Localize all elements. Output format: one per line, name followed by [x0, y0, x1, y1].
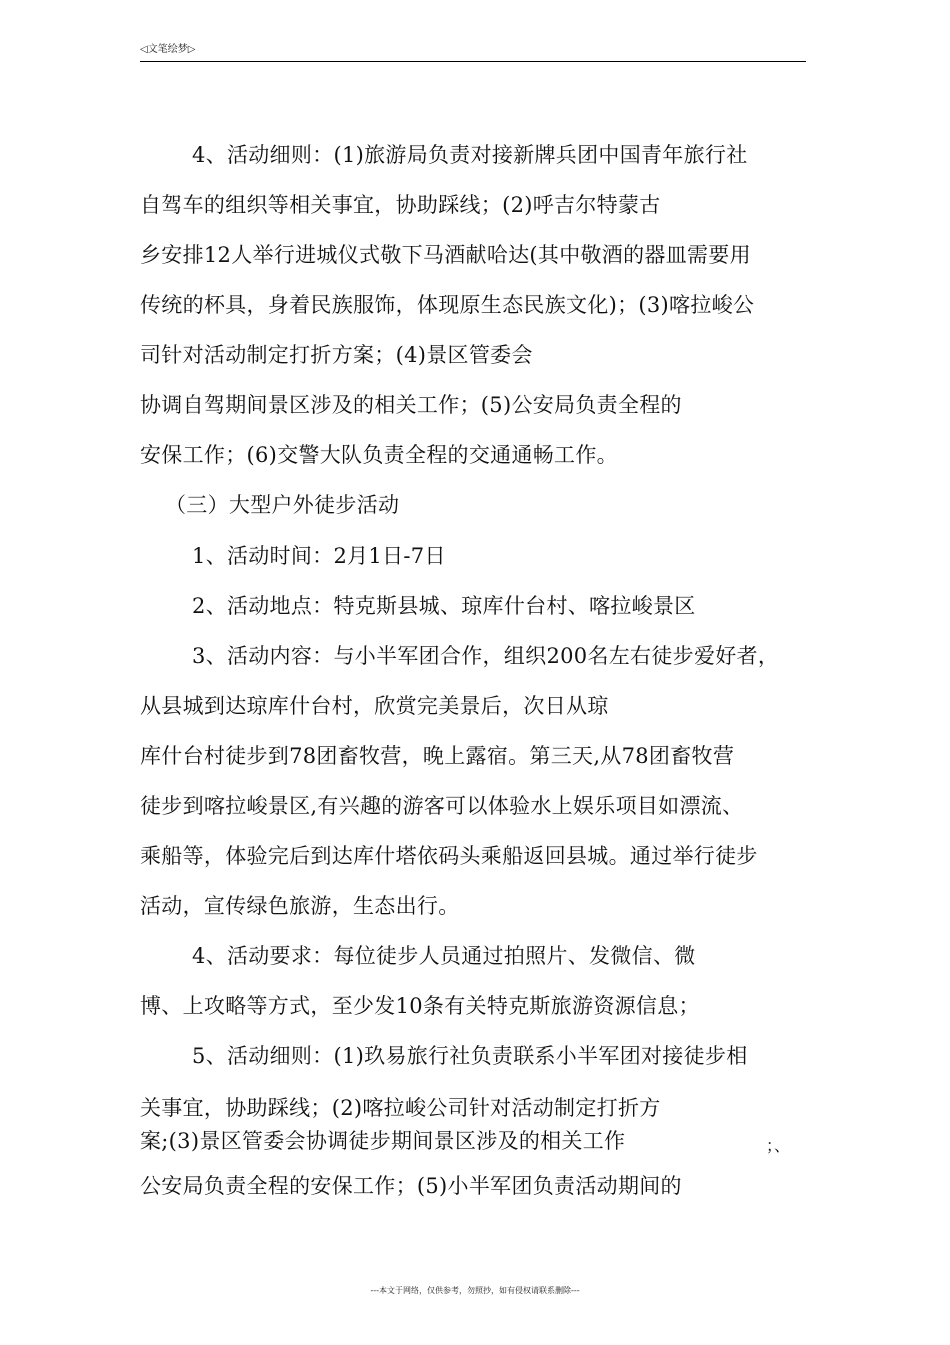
body-line: 司针对活动制定打折方案；(4)景区管委会: [140, 343, 533, 367]
body-line: 博、上攻略等方式，至少发10条有关特克斯旅游资源信息；: [140, 994, 700, 1018]
body-line: 安保工作；(6)交警大队负责全程的交通通畅工作。: [140, 443, 618, 467]
body-line: 5、活动细则：(1)玖易旅行社负责联系小半军团对接徒步相: [192, 1044, 748, 1068]
body-line: 协调自驾期间景区涉及的相关工作；(5)公安局负责全程的: [140, 393, 682, 417]
body-line: 1、活动时间：2月1日-7日: [192, 544, 446, 568]
body-line: 公安局负责全程的安保工作；(5)小半军团负责活动期间的: [140, 1174, 682, 1198]
page-footer-disclaimer: ---本文于网络，仅供参考，勿照抄，如有侵权请联系删除---: [370, 1286, 580, 1295]
body-line: 徒步到喀拉峻景区,有兴趣的游客可以体验水上娱乐项目如漂流、: [140, 794, 744, 818]
body-line: 乡安排12人举行进城仪式敬下马酒献哈达(其中敬酒的器皿需要用: [140, 243, 751, 267]
header-divider: [140, 61, 806, 62]
body-line: 自驾车的组织等相关事宜，协助踩线；(2)呼吉尔特蒙古: [140, 193, 661, 217]
stray-punctuation: ；、: [766, 1136, 791, 1155]
body-line: 4、活动要求：每位徒步人员通过拍照片、发微信、微: [192, 944, 696, 968]
body-line: 4、活动细则：(1)旅游局负责对接新牌兵团中国青年旅行社: [192, 143, 748, 167]
body-line: 传统的杯具，身着民族服饰，体现原生态民族文化)；(3)喀拉峻公: [140, 293, 755, 317]
body-line: 3、活动内容：与小半军团合作，组织200名左右徒步爱好者，: [192, 644, 780, 668]
section-heading: （三）大型户外徒步活动: [165, 493, 400, 517]
body-line: 库什台村徒步到78团畜牧营，晚上露宿。第三天,从78团畜牧营: [140, 744, 735, 768]
body-line: 关事宜，协助踩线；(2)喀拉峻公司针对活动制定打折方: [140, 1096, 661, 1120]
body-line: 从县城到达琼库什台村，欣赏完美景后，次日从琼: [140, 694, 609, 718]
body-line: 案;(3)景区管委会协调徒步期间景区涉及的相关工作: [140, 1129, 626, 1153]
body-line: 2、活动地点：特克斯县城、琼库什台村、喀拉峻景区: [192, 594, 696, 618]
body-line: 活动，宣传绿色旅游，生态出行。: [140, 894, 460, 918]
body-line: 乘船等，体验完后到达库什塔依码头乘船返回县城。通过举行徒步: [140, 844, 758, 868]
page-header-text: ◁文笔绘梦▷: [140, 44, 196, 55]
